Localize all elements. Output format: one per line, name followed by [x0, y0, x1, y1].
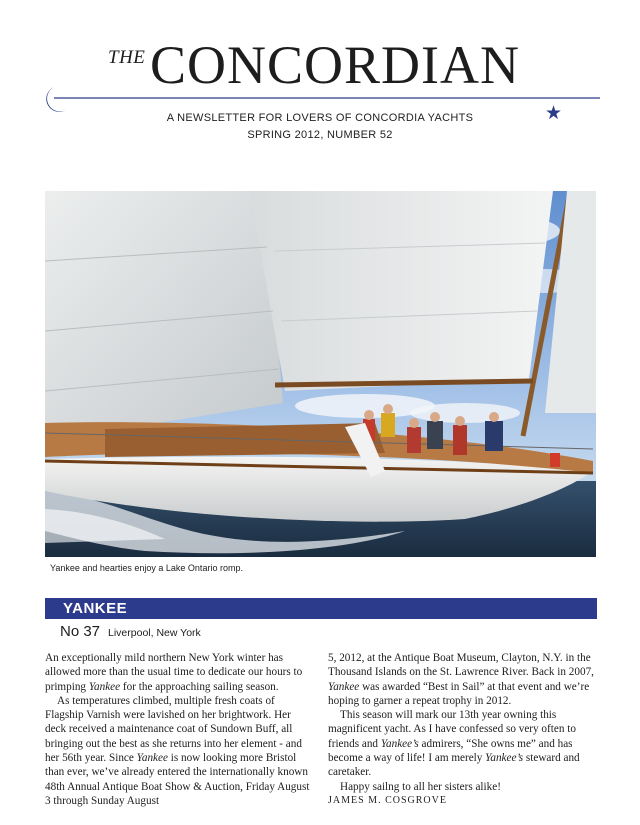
paragraph	[328, 651, 598, 708]
issue-info: SPRING 2012, NUMBER 52	[247, 129, 393, 141]
boat-location: Liverpool, New York	[108, 627, 201, 639]
crew-member	[407, 427, 421, 453]
author-signoff: JAMES M. COSGROVE	[328, 794, 447, 806]
section-title: YANKEE	[63, 600, 128, 617]
crew-head	[364, 410, 374, 420]
cloud	[410, 403, 520, 423]
text-run: is now looking more Bristol than ever, we’ve already entered the internationally known 48th Annual Antique Boat Show & Auction, Friday August 3 through Sunday August	[45, 752, 310, 807]
text-run: admirers, “She owns me” and has become a way of life! I am merely	[328, 737, 573, 765]
cabin	[105, 423, 385, 457]
mainsail	[250, 191, 553, 391]
newsletter-tagline: A NEWSLETTER FOR LOVERS OF CONCORDIA YACHTS	[166, 112, 474, 124]
crew-member	[453, 425, 467, 455]
crew-head	[489, 412, 499, 422]
crew-head	[455, 416, 465, 426]
text-run: As temperatures climbed, multiple fresh coats of Flagship Varnish were lavished on her brightwork. Her deck received a maintenance coat of Sundown Buff, all bringing out the best as she returns into her element - and her 56th year. Since	[45, 694, 302, 765]
crew-head	[409, 418, 419, 428]
paragraph	[328, 708, 598, 779]
article-left-column	[45, 651, 310, 808]
crew-head	[430, 412, 440, 422]
crew-member	[427, 421, 443, 449]
crew-member	[381, 413, 395, 437]
headsail	[45, 191, 283, 441]
newsletter-title: CONCORDIAN	[150, 35, 521, 95]
photo-caption: Yankee and hearties enjoy a Lake Ontario romp.	[50, 563, 243, 573]
text-run: 5, 2012, at the Antique Boat Museum, Clayton, N.Y. in the Thousand Islands on the St. Lawrence River. Back in 2007,	[328, 652, 594, 679]
emphasis: Yankee	[88, 680, 121, 693]
emphasis: Yankee	[136, 752, 168, 765]
text-run: An exceptionally mild northern New York winter has allowed more than the usual time to dedicate our hours to primping	[45, 652, 303, 693]
emphasis: Yankee’s	[380, 737, 419, 750]
paragraph: Happy sailng to all her sisters alike!	[340, 780, 501, 793]
crew-head	[383, 404, 393, 414]
article-right-column	[328, 651, 598, 808]
yacht-photo-illustration	[45, 191, 596, 557]
yacht-photo	[45, 191, 596, 557]
emphasis: Yankee	[328, 680, 360, 693]
text-run: steward and caretaker.	[328, 752, 580, 779]
emphasis: Yankee’s	[485, 752, 524, 765]
section-header-bar	[45, 598, 597, 619]
paragraph	[45, 694, 310, 808]
text-run: was awarded “Best in Sail” at that event and we’re hoping to garner a repeat trophy in 2012.	[328, 680, 590, 707]
masthead-the: THE	[108, 47, 146, 68]
boat-number: No 37	[60, 623, 101, 640]
life-ring	[550, 453, 560, 467]
text-run: This season will mark our 13th year owning this magnificent yacht. As I have confessed so very often to friends and	[328, 709, 576, 750]
paragraph	[45, 651, 310, 694]
text-run: for the approaching sailing season.	[120, 680, 279, 693]
crew-member	[485, 421, 503, 451]
masthead	[0, 0, 640, 150]
star-icon: ★	[545, 103, 563, 124]
crescent-moon-icon	[46, 87, 66, 112]
